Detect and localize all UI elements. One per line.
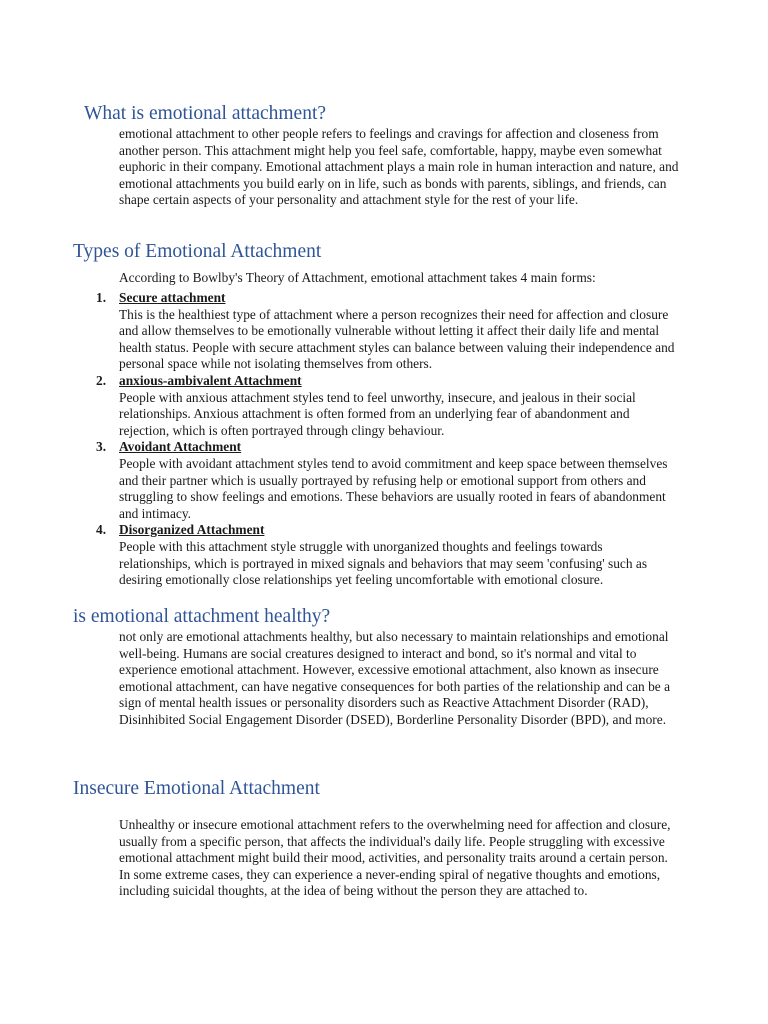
paragraph-is-emotional-attachment-healthy: not only are emotional attachments healthy, but also necessary to maintain relationships and emotional well-being. Humans are social creatures designed to interact and bond, so it's normal and vital to experience emotional attachment. However, excessive emotional attachment, also known as insecure emotional attachment, can have negative consequences for both parties of the relationship and can be a sign of mental health issues or personality disorders such as Reactive Attachment Disorder (RAD), Disinhibited Social Engagement Disorder (DSED), Borderline Personality Disorder (BPD), and more. <box>119 629 671 727</box>
heading-types-of-emotional-attachment: Types of Emotional Attachment <box>73 241 322 262</box>
paragraph-what-is-emotional-attachment: emotional attachment to other people refers to feelings and cravings for affection and closeness from another person. This attachment might help you feel safe, comfortable, happy, maybe even somewhat euphoric in their company. Emotional attachment plays a main role in human interaction and nature, and emotional attachments you build early on in life, such as bonds with parents, siblings, and friends, can shape certain aspects of your personality and attachment style for the rest of your life. <box>119 126 679 208</box>
list-item-title: Avoidant Attachment <box>119 439 242 455</box>
list-item <box>96 439 676 522</box>
list-item-number: 3. <box>96 439 107 455</box>
list-item-title: Disorganized Attachment <box>119 522 265 538</box>
list-item-body: People with anxious attachment styles tend to feel unworthy, insecure, and jealous in their social relationships. Anxious attachment is often formed from an underlying fear of abandonment and rejection, which is often portrayed through clingy behaviour. <box>119 389 636 438</box>
heading-insecure-emotional-attachment: Insecure Emotional Attachment <box>73 778 320 799</box>
list-item <box>96 290 676 373</box>
paragraph-types-intro: According to Bowlby's Theory of Attachment, emotional attachment takes 4 main forms: <box>119 270 596 285</box>
heading-is-emotional-attachment-healthy: is emotional attachment healthy? <box>73 606 331 627</box>
list-item-body: People with avoidant attachment styles tend to avoid commitment and keep space between themselves and their partner which is usually portrayed by refusing help or emotional support from others and struggling to show feelings and emotions. These behaviors are usually rooted in fears of abandonment and intimacy. <box>119 455 668 521</box>
list-item-number: 1. <box>96 290 107 305</box>
list-item <box>96 522 676 588</box>
list-item-body: People with this attachment style struggle with unorganized thoughts and feelings towards relationships, which is portrayed in mixed signals and behaviors that may seem 'confusing' such as desiring emotionally close relationships yet feeling uncomfortable with emotional closure. <box>119 538 648 588</box>
paragraph-insecure-emotional-attachment: Unhealthy or insecure emotional attachment refers to the overwhelming need for affection and closure, usually from a specific person, that affects the individual's daily life. People struggling with excessive emotional attachment might build their mood, activities, and personality traits around a certain person. In some extreme cases, they can experience a never-ending spiral of negative thoughts and emotions, including suicidal thoughts, at the idea of being without the person they are attached to. <box>119 817 671 899</box>
list-item-number: 4. <box>96 522 107 538</box>
list-item <box>96 373 676 439</box>
list-item-title: Secure attachment <box>119 290 226 305</box>
heading-what-is-emotional-attachment: What is emotional attachment? <box>84 103 327 124</box>
list-item-title: anxious-ambivalent Attachment <box>119 372 302 388</box>
list-item-body: This is the healthiest type of attachment where a person recognizes their need for affection and closure and allow themselves to be emotionally vulnerable without letting it affect their daily life and mental health status. People with secure attachment styles can balance between valuing their independence and personal space while not isolating themselves from others. <box>119 306 675 372</box>
list-item-number: 2. <box>96 372 107 388</box>
attachment-types-list <box>96 290 676 589</box>
